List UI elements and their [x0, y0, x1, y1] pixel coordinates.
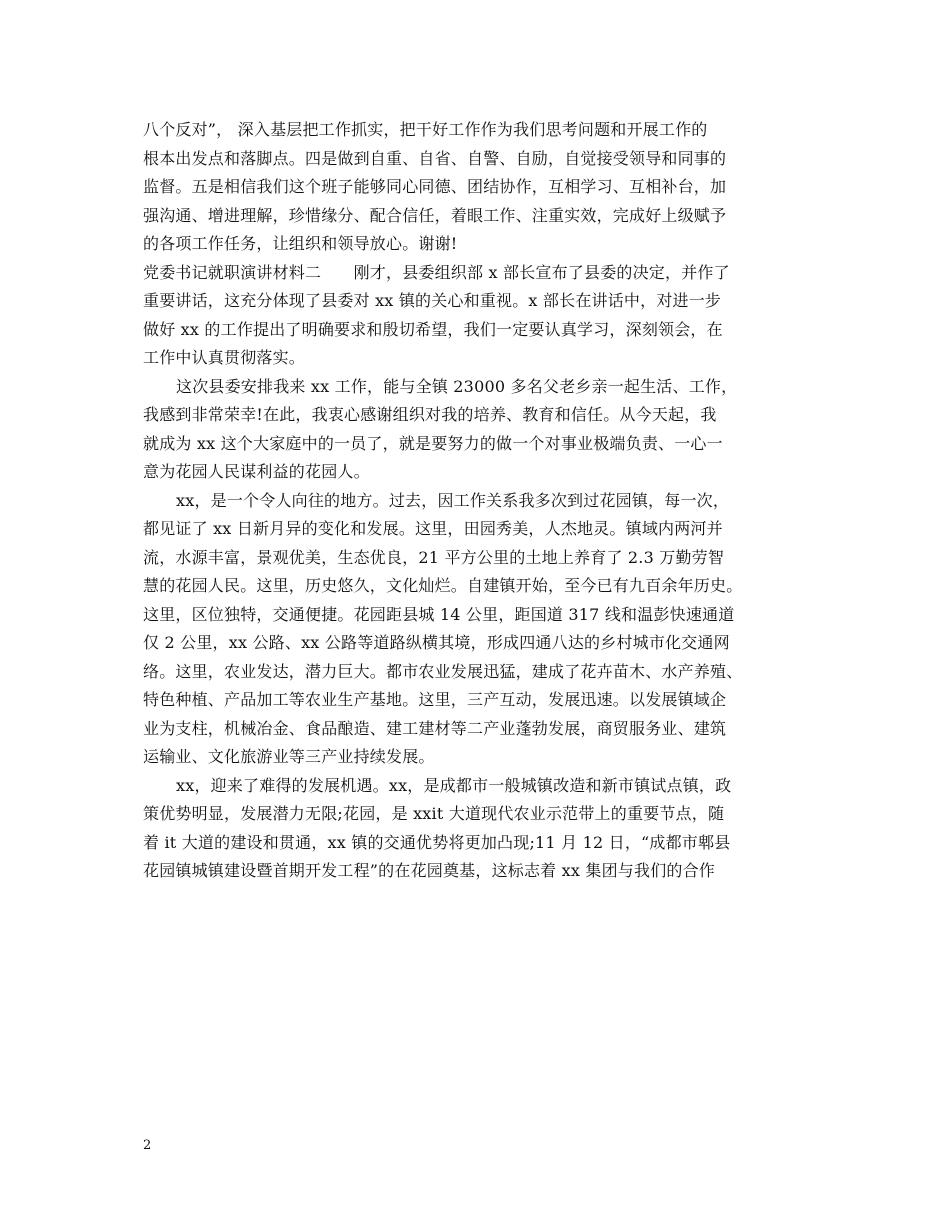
text-line: 做好 xx 的工作提出了明确要求和殷切希望，我们一定要认真学习，深刻领会，在: [143, 319, 723, 339]
text-line: 慧的花园人民。这里，历史悠久，文化灿烂。自建镇开始，至今已有九百余年历史。: [143, 576, 743, 595]
text-line: 八个反对”， 深入基层把工作抓实，把干好工作作为我们思考问题和开展工作的: [143, 120, 708, 139]
text-line: 工作中认真贯彻落实。: [143, 348, 306, 367]
text-line: 根本出发点和落脚点。四是做到自重、自省、自警、自励，自觉接受领导和同事的: [143, 148, 727, 168]
page-number: 2: [143, 1138, 152, 1153]
text-line: 这里，区位独特，交通便捷。花园距县城 14 公里，距国道 317 线和温彭快速通道: [143, 604, 735, 624]
text-line: xx，迎来了难得的发展机遇。xx，是成都市一般城镇改造和新市镇试点镇，政: [176, 775, 732, 795]
text-line: 流，水源丰富，景观优美，生态优良，21 平方公里的土地上养育了 2.3 万勤劳智: [143, 547, 725, 567]
text-line: 运输业、文化旅游业等三产业持续发展。: [143, 747, 435, 766]
text-line: 特色种植、产品加工等农业生产基地。这里，三产互动，发展迅速。以发展镇域企: [143, 690, 727, 709]
text-line: 我感到非常荣幸!在此，我衷心感谢组织对我的培养、教育和信任。从今天起，我: [143, 405, 717, 424]
body-text: [143, 116, 823, 886]
text-line: 策优势明显，发展潜力无限;花园，是 xxit 大道现代农业示范带上的重要节点，随: [143, 804, 725, 823]
text-line: 党委书记就职演讲材料二 刚才，县委组织部 x 部长宣布了县委的决定，并作了: [143, 262, 730, 282]
text-line: 业为支柱，机械冶金、食品酿造、建工建材等二产业蓬勃发展，商贸服务业、建筑: [143, 718, 727, 738]
text-line: 花园镇城镇建设暨首期开发工程”的在花园奠基，这标志着 xx 集团与我们的合作: [143, 861, 715, 880]
text-line: 仅 2 公里，xx 公路、xx 公路等道路纵横其境，形成四通八达的乡村城市化交通网: [143, 633, 730, 652]
text-line: 监督。五是相信我们这个班子能够同心同德、团结协作，互相学习、互相补台，加: [143, 177, 727, 196]
text-line: 就成为 xx 这个大家庭中的一员了，就是要努力的做一个对事业极端负责、一心一: [143, 433, 723, 453]
text-line: 络。这里，农业发达，潜力巨大。都市农业发展迅猛，建成了花卉苗木、水产养殖、: [143, 661, 743, 681]
text-line: xx，是一个令人向往的地方。过去，因工作关系我多次到过花园镇，每一次，: [176, 490, 730, 510]
text-line: 的各项工作任务，让组织和领导放心。谢谢!: [143, 234, 458, 253]
text-line: 强沟通、增进理解，珍惜缘分、配合信任，着眼工作、注重实效，完成好上级赋予: [143, 205, 727, 225]
text-line: 重要讲话，这充分体现了县委对 xx 镇的关心和重视。x 部长在讲话中，对进一步: [143, 291, 722, 310]
text-line: 着 it 大道的建设和贯通，xx 镇的交通优势将更加凸现;11 月 12 日，“成都市郫县: [143, 832, 731, 852]
text-line: 这次县委安排我来 xx 工作，能与全镇 23000 多名父老乡亲一起生活、工作，: [176, 376, 738, 396]
text-line: 都见证了 xx 日新月异的变化和发展。这里，田园秀美，人杰地灵。镇域内两河并: [143, 519, 723, 538]
text-line: 意为花园人民谋利益的花园人。: [143, 462, 370, 481]
